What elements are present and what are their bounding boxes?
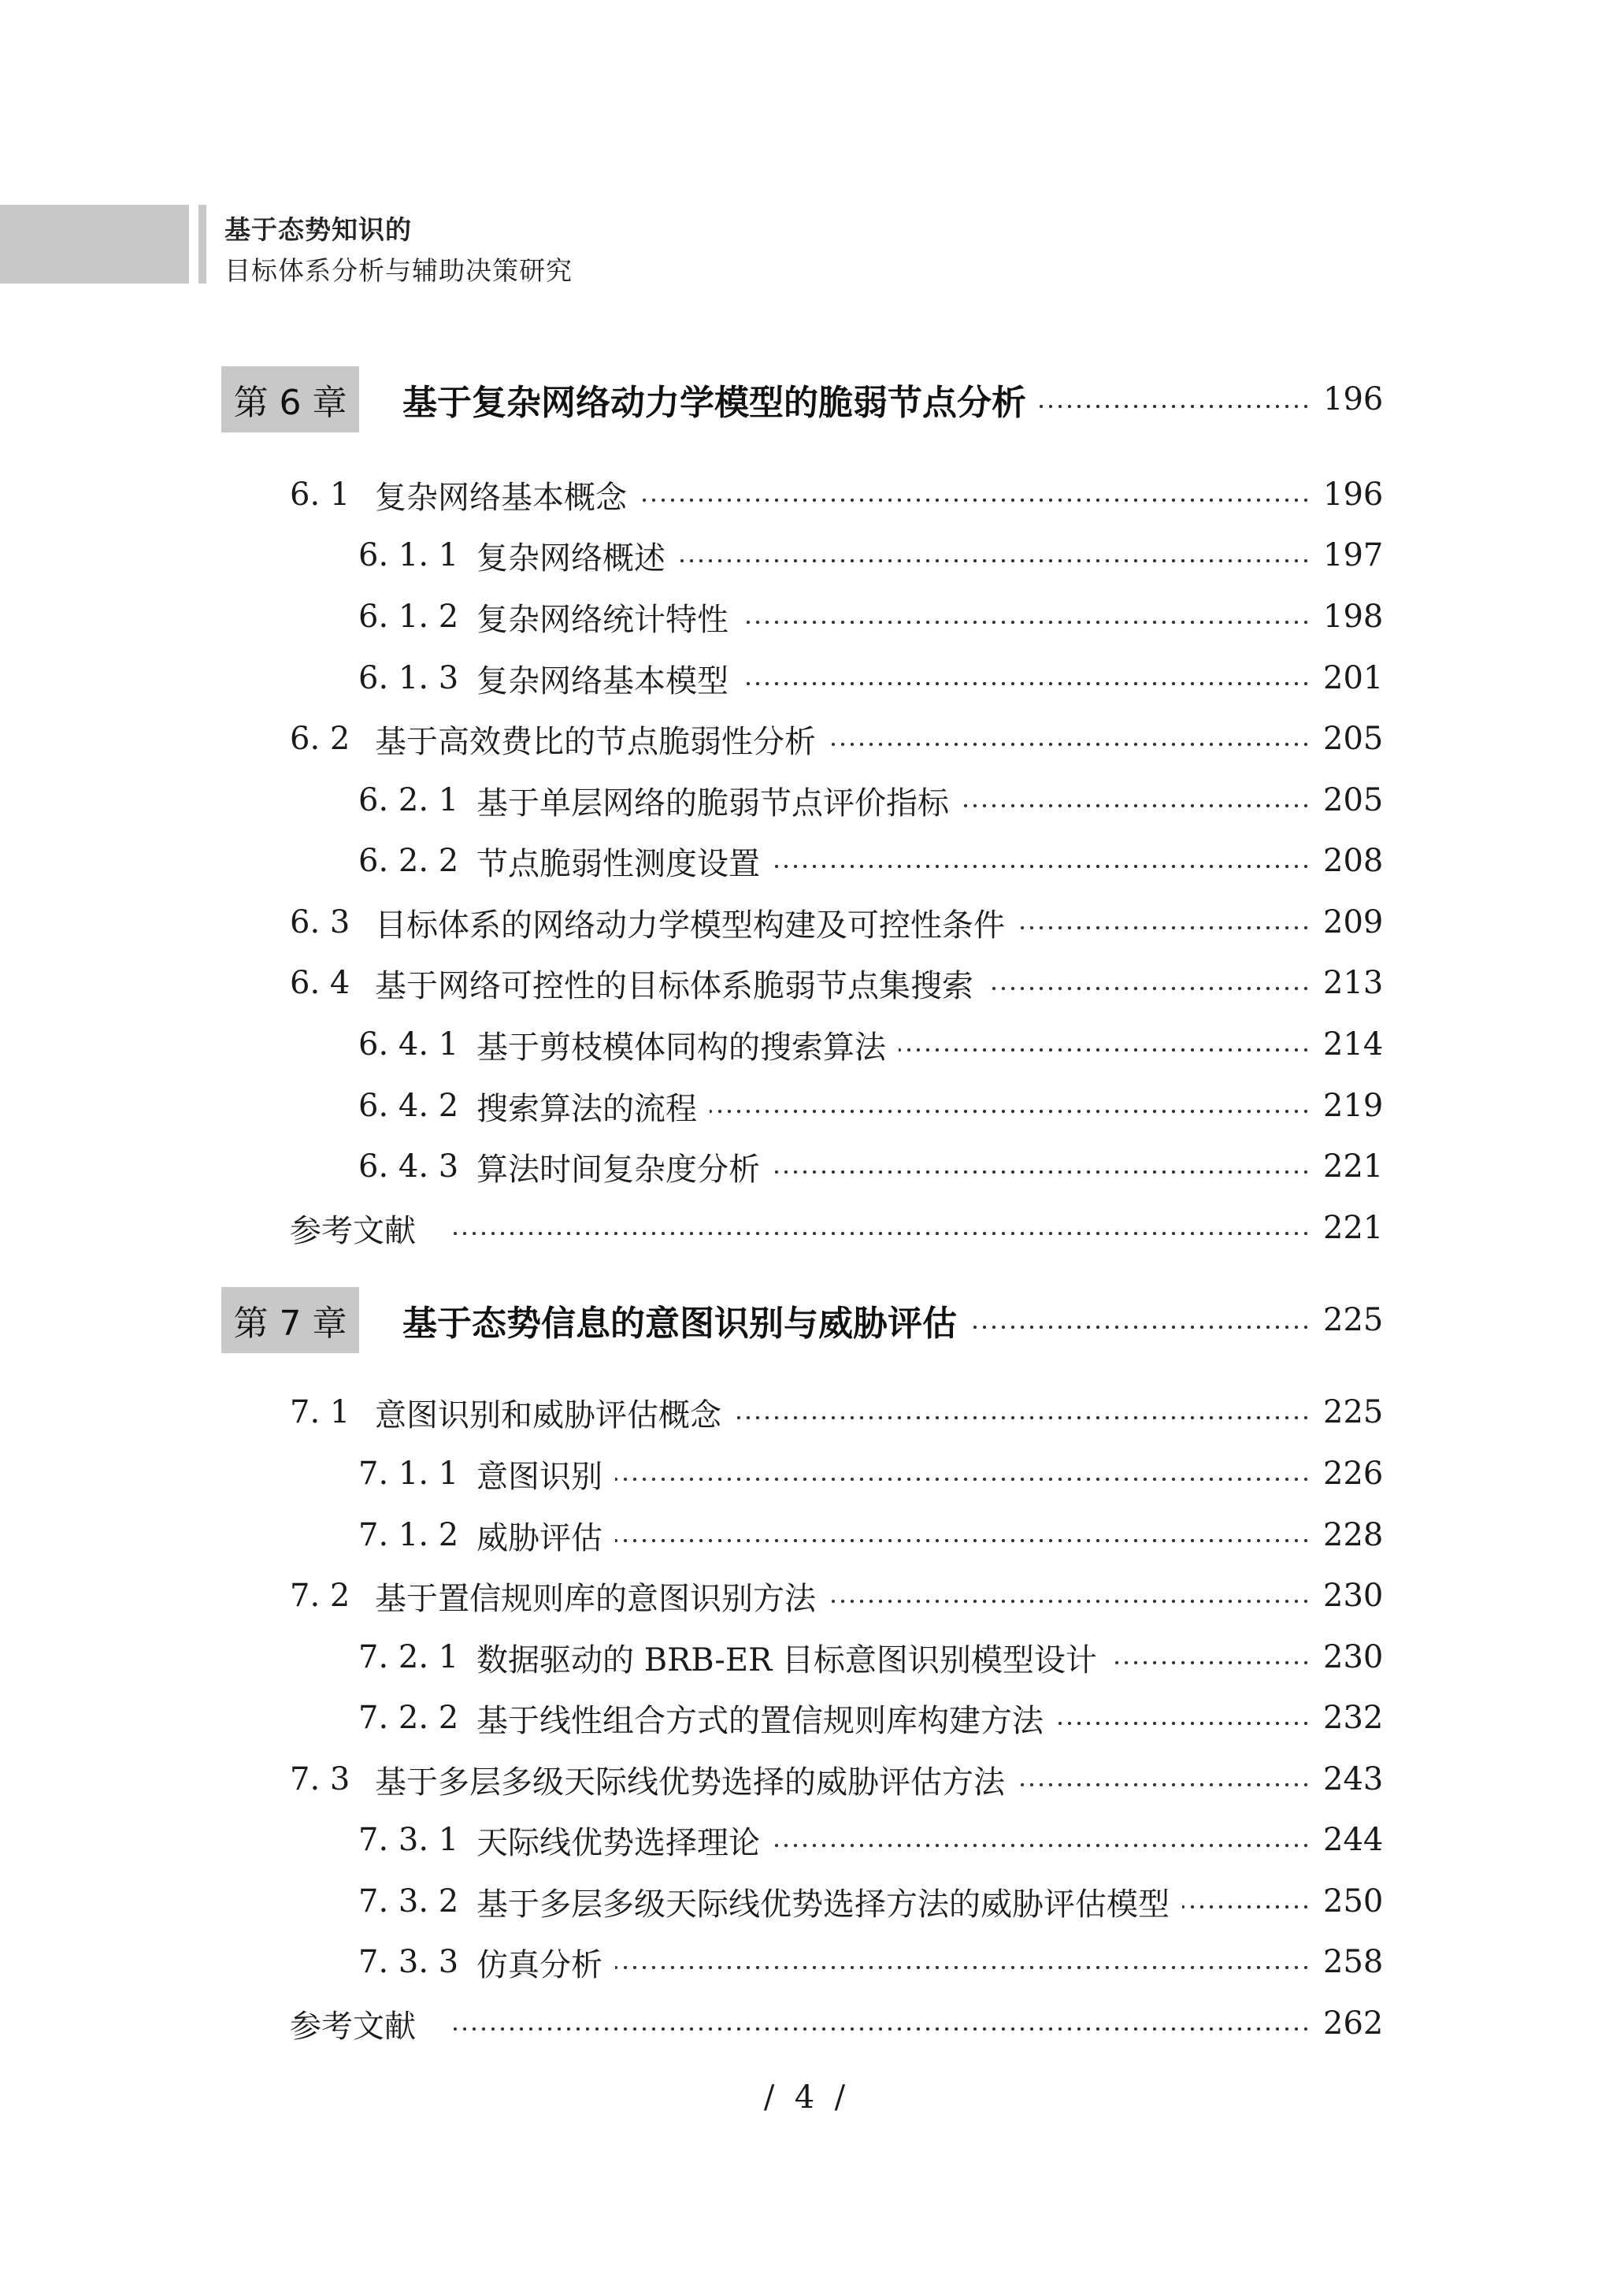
section-title: 复杂网络统计特性 xyxy=(476,601,728,638)
header-gray-block xyxy=(0,205,189,284)
dot-leader xyxy=(773,1843,1311,1848)
page-number: 243 xyxy=(1323,1761,1384,1797)
section-number: 6. 4 xyxy=(290,965,350,1001)
page-number: 198 xyxy=(1323,599,1384,635)
page-number: 214 xyxy=(1323,1026,1384,1063)
dot-leader xyxy=(615,1538,1311,1543)
dot-leader xyxy=(1018,1782,1311,1787)
toc-entry[interactable] xyxy=(290,900,1384,944)
section-number: 6. 1. 2 xyxy=(358,599,459,635)
page-folio: / 4 / xyxy=(763,2079,846,2116)
chapter-6-title: 基于复杂网络动力学模型的脆弱节点分析 xyxy=(402,383,1026,423)
page-number: 232 xyxy=(1323,1700,1384,1736)
section-number: 6. 4. 1 xyxy=(358,1026,459,1063)
section-title: 基于线性组合方式的置信规则库构建方法 xyxy=(476,1702,1044,1739)
page-number: 250 xyxy=(1323,1883,1384,1920)
section-title: 基于多层多级天际线优势选择方法的威胁评估模型 xyxy=(476,1886,1170,1923)
chapter-7-title: 基于态势信息的意图识别与威胁评估 xyxy=(402,1304,957,1344)
dot-leader xyxy=(986,986,1311,991)
page-number: 208 xyxy=(1323,843,1384,879)
section-title: 基于网络可控性的目标体系脆弱节点集搜索 xyxy=(375,967,973,1004)
section-number: 7. 3. 3 xyxy=(358,1944,459,1980)
page-number: 244 xyxy=(1323,1822,1384,1858)
dot-leader xyxy=(1018,925,1311,930)
page-number: 228 xyxy=(1323,1517,1384,1553)
dot-leader xyxy=(1182,1905,1311,1909)
dot-leader xyxy=(773,864,1311,869)
section-number: 6. 4. 2 xyxy=(358,1088,459,1124)
section-title: 复杂网络基本模型 xyxy=(476,662,728,699)
section-title: 数据驱动的 BRB-ER 目标意图识别模型设计 xyxy=(476,1641,1097,1678)
toc-entry[interactable] xyxy=(290,473,1384,517)
page-number: 196 xyxy=(1323,477,1384,513)
toc-entry[interactable] xyxy=(358,1879,1384,1923)
toc-entry[interactable] xyxy=(358,1144,1384,1189)
toc-entry[interactable] xyxy=(290,1757,1384,1801)
section-number: 7. 1. 1 xyxy=(358,1456,459,1492)
dot-leader xyxy=(678,558,1311,563)
section-number: 7. 2. 2 xyxy=(358,1700,459,1736)
dot-leader xyxy=(1056,1721,1311,1726)
toc-entry-references[interactable] xyxy=(290,2001,1384,2046)
section-title: 基于多层多级天际线优势选择的威胁评估方法 xyxy=(375,1764,1005,1801)
page-number: 230 xyxy=(1323,1639,1384,1675)
page-number: 197 xyxy=(1323,537,1384,573)
section-title: 参考文献 xyxy=(290,1212,416,1249)
section-title: 天际线优势选择理论 xyxy=(476,1824,760,1861)
toc-entry-references[interactable] xyxy=(290,1206,1384,1250)
section-number: 6. 2. 2 xyxy=(358,843,459,879)
section-number: 7. 3. 2 xyxy=(358,1883,459,1920)
toc-entry[interactable] xyxy=(358,1940,1384,1984)
dot-leader xyxy=(962,803,1311,808)
dot-leader xyxy=(969,1325,1311,1330)
toc-entry[interactable] xyxy=(358,1452,1384,1496)
section-title: 搜索算法的流程 xyxy=(476,1090,697,1127)
toc-entry[interactable] xyxy=(358,839,1384,883)
section-number: 6. 3 xyxy=(290,904,350,940)
toc-entry[interactable] xyxy=(290,961,1384,1005)
section-number: 6. 2 xyxy=(290,721,350,757)
toc-entry[interactable] xyxy=(358,533,1384,577)
toc-entry[interactable] xyxy=(358,1084,1384,1128)
dot-leader xyxy=(1039,404,1311,409)
section-number: 7. 1. 2 xyxy=(358,1517,459,1553)
chapter-6-page: 196 xyxy=(1323,381,1384,417)
toc-entry[interactable] xyxy=(358,1696,1384,1740)
toc-entry[interactable] xyxy=(358,656,1384,700)
section-number: 7. 3 xyxy=(290,1761,350,1797)
section-title: 节点脆弱性测度设置 xyxy=(476,845,760,882)
page-number: 230 xyxy=(1323,1578,1384,1614)
section-title: 参考文献 xyxy=(290,2008,416,2045)
toc-entry[interactable] xyxy=(358,1022,1384,1066)
toc-entry[interactable] xyxy=(358,778,1384,822)
toc-entry[interactable] xyxy=(358,1513,1384,1557)
section-number: 6. 4. 3 xyxy=(358,1148,459,1185)
dot-leader xyxy=(773,1170,1311,1174)
section-number: 6. 1. 3 xyxy=(358,660,459,696)
section-number: 6. 1 xyxy=(290,477,350,513)
section-number: 7. 3. 1 xyxy=(358,1822,459,1858)
page-number: 205 xyxy=(1323,782,1384,818)
section-title: 基于高效费比的节点脆弱性分析 xyxy=(375,723,816,760)
dot-leader xyxy=(1110,1660,1311,1665)
section-title: 基于剪枝模体同构的搜索算法 xyxy=(476,1029,886,1066)
chapter-7-heading[interactable] xyxy=(221,1287,1384,1353)
section-title: 算法时间复杂度分析 xyxy=(476,1151,760,1188)
toc-entry[interactable] xyxy=(358,1818,1384,1862)
dot-leader xyxy=(640,498,1311,503)
page-number: 226 xyxy=(1323,1456,1384,1492)
page-number: 258 xyxy=(1323,1944,1384,1980)
chapter-6-label: 第 6 章 xyxy=(221,366,359,432)
section-title: 复杂网络基本概念 xyxy=(375,479,627,516)
page-number: 225 xyxy=(1323,1394,1384,1430)
page-number: 219 xyxy=(1323,1088,1384,1124)
page-number: 221 xyxy=(1323,1148,1384,1185)
dot-leader xyxy=(741,620,1311,625)
book-title-line1: 基于态势知识的 xyxy=(224,214,412,245)
dot-leader xyxy=(829,742,1311,747)
section-number: 6. 2. 1 xyxy=(358,782,459,818)
dot-leader xyxy=(615,1965,1311,1970)
page-number: 221 xyxy=(1323,1210,1384,1246)
page-number: 201 xyxy=(1323,660,1384,696)
dot-leader xyxy=(615,1477,1311,1482)
book-title-line2: 目标体系分析与辅助决策研究 xyxy=(224,255,573,286)
section-title: 基于单层网络的脆弱节点评价指标 xyxy=(476,784,949,822)
chapter-7-page: 225 xyxy=(1323,1302,1384,1338)
chapter-7-label: 第 7 章 xyxy=(221,1287,359,1353)
page-number: 213 xyxy=(1323,965,1384,1001)
section-number: 7. 1 xyxy=(290,1394,350,1430)
dot-leader xyxy=(741,681,1311,686)
section-title: 威胁评估 xyxy=(476,1519,602,1556)
toc-entry[interactable] xyxy=(358,595,1384,639)
header-rule xyxy=(198,205,206,284)
toc-entry[interactable] xyxy=(290,1390,1384,1434)
chapter-6-heading[interactable] xyxy=(221,366,1384,432)
section-title: 目标体系的网络动力学模型构建及可控性条件 xyxy=(375,907,1005,944)
section-number: 6. 1. 1 xyxy=(358,537,459,573)
toc-entry[interactable] xyxy=(290,717,1384,761)
dot-leader xyxy=(450,1231,1311,1236)
dot-leader xyxy=(734,1415,1311,1420)
dot-leader xyxy=(710,1109,1311,1114)
dot-leader xyxy=(829,1599,1311,1604)
dot-leader xyxy=(899,1048,1311,1052)
toc-entry[interactable] xyxy=(290,1574,1384,1618)
section-number: 7. 2. 1 xyxy=(358,1639,459,1675)
page-number: 205 xyxy=(1323,721,1384,757)
page-number: 209 xyxy=(1323,904,1384,940)
section-title: 意图识别 xyxy=(476,1458,602,1495)
section-number: 7. 2 xyxy=(290,1578,350,1614)
dot-leader xyxy=(450,2027,1311,2031)
section-title: 意图识别和威胁评估概念 xyxy=(375,1397,721,1434)
section-title: 仿真分析 xyxy=(476,1946,602,1983)
toc-entry[interactable] xyxy=(358,1635,1384,1679)
page-number: 262 xyxy=(1323,2005,1384,2042)
section-title: 基于置信规则库的意图识别方法 xyxy=(375,1580,816,1617)
section-title: 复杂网络概述 xyxy=(476,540,665,577)
